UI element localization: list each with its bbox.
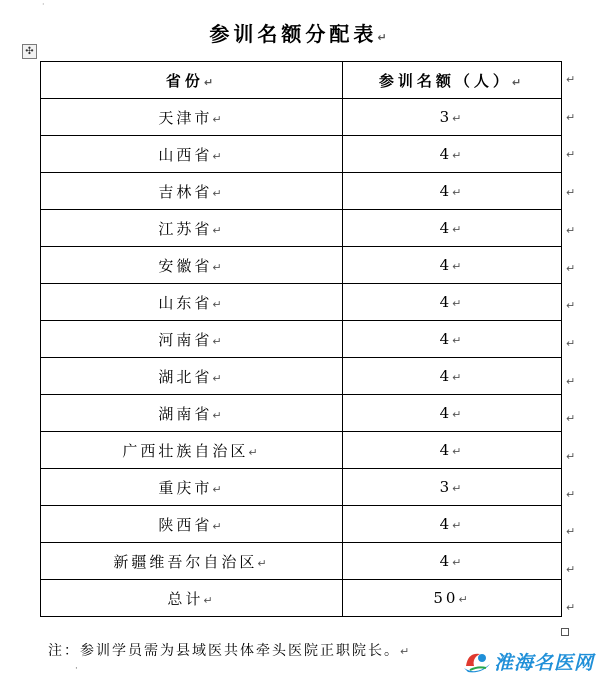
table-header-row [41,62,562,99]
province-name: 新疆维吾尔自治区 [113,552,258,571]
cell-end-mark: ↵ [452,186,465,199]
row-end-mark: ↵ [566,73,576,86]
cell-province [41,469,343,506]
cell-end-mark: ↵ [452,408,465,421]
row-end-mark: ↵ [566,299,576,313]
table-row [41,247,562,284]
table-row [41,395,562,432]
table-body [41,99,562,617]
quota-value: 4 [439,552,453,570]
row-end-mark: ↵ [566,525,576,539]
row-end-mark: ↵ [566,223,576,237]
cell-end-mark: ↵ [203,593,216,607]
cell-quota [343,432,562,469]
paragraph-mark: ↵ [377,31,391,44]
table-row [41,284,562,321]
cell-end-mark: ↵ [212,371,225,385]
table-resize-handle[interactable] [561,628,569,636]
row-end-mark: ↵ [566,412,576,426]
province-name: 河南省 [158,330,213,349]
cell-end-mark: ↵ [511,75,526,89]
cell-end-mark: ↵ [452,223,465,236]
cell-province [41,173,343,210]
quota-value: 4 [439,145,453,163]
cell-end-mark: ↵ [203,75,218,89]
table-row [41,469,562,506]
table-row [41,99,562,136]
cell-province [41,432,343,469]
row-end-mark: ↵ [566,374,576,388]
cell-province [41,321,343,358]
quota-value: 4 [439,182,453,200]
quota-value: 3 [439,478,453,496]
row-end-mark: ↵ [566,186,576,200]
table-move-handle-icon[interactable]: ✣ [22,44,37,59]
cell-end-mark: ↵ [212,408,225,422]
province-name: 重庆市 [158,478,213,497]
cell-province [41,543,343,580]
row-end-mark: ↵ [566,148,576,162]
quota-value: 3 [439,108,453,126]
header-quota-text: 参训名额（人） [378,71,512,90]
cell-quota [343,210,562,247]
cell-quota [343,136,562,173]
cell-province [41,99,343,136]
watermark-text: 淮海名医网 [494,651,595,674]
cell-end-mark: ↵ [212,149,225,163]
province-name: 安徽省 [158,256,213,275]
cell-end-mark: ↵ [212,519,225,533]
cell-province [41,247,343,284]
cell-end-mark: ↵ [212,112,225,126]
province-name: 湖北省 [158,367,213,386]
cell-end-mark: ↵ [452,371,465,384]
cell-province [41,506,343,543]
cell-province [41,358,343,395]
quota-value: 4 [439,441,453,459]
cell-quota [343,469,562,506]
cell-end-mark: ↵ [212,297,225,311]
cell-province [41,284,343,321]
cell-end-mark: ↵ [212,260,225,274]
row-end-mark: ↵ [566,563,576,577]
cell-end-mark: ↵ [257,556,270,570]
cell-end-mark: ↵ [452,519,465,532]
cell-end-mark: ↵ [452,260,465,273]
cell-quota [343,173,562,210]
cell-end-mark: ↵ [452,112,465,125]
province-name: 总计 [167,589,204,608]
table-row [41,358,562,395]
province-name: 江苏省 [158,219,213,238]
row-end-mark: ↵ [566,261,576,275]
province-name: 天津市 [158,108,213,127]
row-end-mark: ↵ [566,110,576,124]
cell-quota [343,395,562,432]
watermark-logo-icon [460,646,494,676]
row-end-mark: ↵ [566,450,576,463]
cell-end-mark: ↵ [452,556,465,569]
footnote-text: 注：参训学员需为县域医共体牵头医院正职院长。 [48,643,400,659]
cell-quota [343,580,562,617]
cell-quota [343,284,562,321]
quota-value: 4 [439,330,453,348]
quota-value: 4 [439,293,453,311]
cell-end-mark: ↵ [212,334,225,348]
province-name: 陕西省 [158,515,213,534]
paragraph-mark: ↵ [400,645,412,658]
cell-province [41,395,343,432]
footnote [48,640,411,660]
header-province-text: 省份 [165,71,204,90]
cell-end-mark: ↵ [452,149,465,162]
cell-quota [343,247,562,284]
allocation-table [40,61,562,617]
province-name: 山西省 [158,145,213,164]
header-province [41,62,343,99]
quota-value: 4 [439,404,453,422]
province-name: 山东省 [158,293,213,312]
cell-end-mark: ↵ [248,445,261,459]
table-row [41,136,562,173]
row-end-mark: ↵ [566,336,576,350]
cell-end-mark: ↵ [212,482,225,496]
watermark [460,646,594,676]
cell-end-mark: ↵ [452,482,465,495]
quota-value: 50 [433,589,459,607]
cell-end-mark: ↵ [212,186,225,200]
cell-quota [343,543,562,580]
table-row [41,432,562,469]
page-title [0,18,600,48]
cell-quota [343,506,562,543]
table-row [41,580,562,617]
cell-province [41,136,343,173]
cell-quota [343,321,562,358]
quota-value: 4 [439,515,453,533]
row-end-mark: ↵ [566,600,576,614]
table-row [41,321,562,358]
cell-quota [343,99,562,136]
cell-end-mark: ↵ [458,593,471,606]
quota-value: 4 [439,219,453,237]
province-name: 广西壮族自治区 [122,441,249,460]
cell-province [41,580,343,617]
corner-mark: · [42,0,45,9]
quota-value: 4 [439,256,453,274]
table-row [41,173,562,210]
stray-mark: · [75,664,78,674]
cell-end-mark: ↵ [212,223,225,237]
province-name: 湖南省 [158,404,213,423]
table-row [41,543,562,580]
cell-end-mark: ↵ [452,297,465,310]
cell-end-mark: ↵ [452,445,465,458]
quota-value: 4 [439,367,453,385]
header-quota [343,62,562,99]
title-text: 参训名额分配表 [209,22,378,46]
province-name: 吉林省 [158,182,213,201]
table-row [41,506,562,543]
cell-province [41,210,343,247]
cell-quota [343,358,562,395]
row-end-mark: ↵ [566,487,576,501]
cell-end-mark: ↵ [452,334,465,347]
table-row [41,210,562,247]
